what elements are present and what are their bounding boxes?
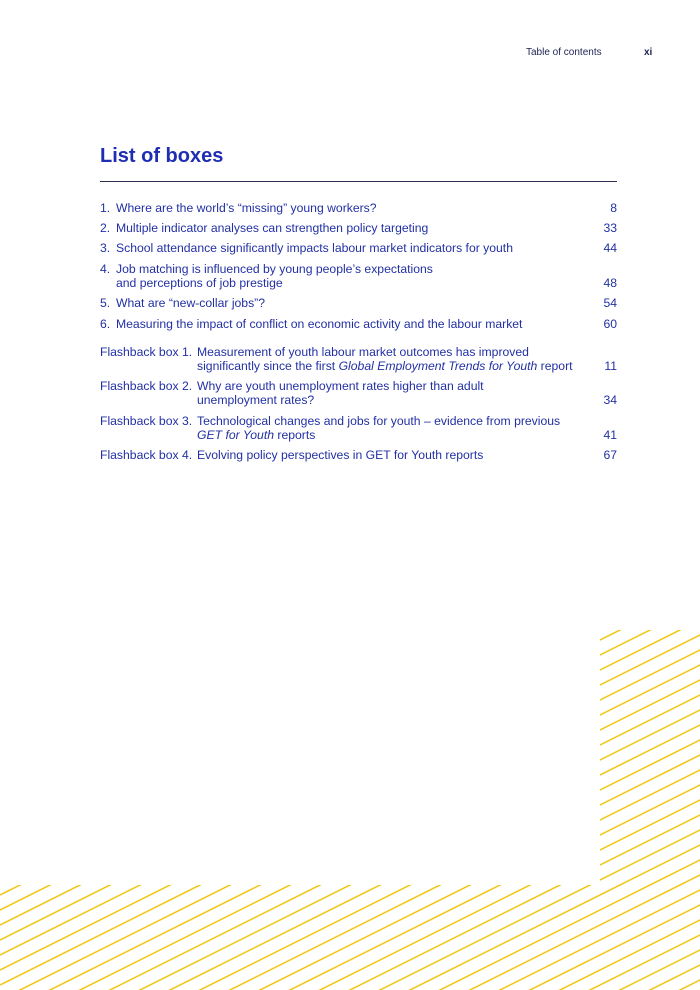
flashback-title: Evolving policy perspectives in GET for Youth reports	[197, 448, 484, 462]
flashback-title-line-1: Technological changes and jobs for youth – evidence from previous	[197, 414, 561, 428]
flashback-title-line-1: Measurement of youth labour market outcomes has improved	[197, 345, 529, 359]
stripe-line	[0, 225, 700, 925]
stripe-line	[0, 540, 700, 990]
stripe-line	[0, 600, 700, 990]
stripe-line	[0, 720, 700, 990]
box-title: Multiple indicator analyses can strengthen policy targeting	[116, 221, 429, 235]
box-title-line-1: Job matching is influenced by young people’s expectations	[116, 262, 433, 276]
stripe-line	[0, 825, 700, 990]
box-title: Measuring the impact of conflict on economic activity and the labour market	[116, 317, 523, 331]
stripe-line	[0, 615, 700, 990]
stripe-line	[0, 450, 700, 990]
stripe-line	[0, 765, 700, 990]
stripe-line	[0, 435, 700, 990]
stripe-line	[0, 555, 700, 990]
stripe-line	[0, 945, 700, 990]
stripe-line	[0, 750, 700, 990]
flashback-title-text: report	[537, 359, 573, 373]
stripe-line	[0, 270, 700, 970]
flashback-page-number: 34	[603, 393, 617, 407]
running-header-page-number: xi	[644, 47, 653, 58]
flashback-title-line-2: unemployment rates?	[197, 393, 315, 407]
box-title: Where are the world’s “missing” young workers?	[116, 201, 377, 215]
stripe-line	[0, 360, 700, 990]
flashback-title-italic: GET for Youth	[197, 428, 275, 442]
box-page-number: 8	[610, 201, 617, 215]
flashback-page-number: 67	[603, 448, 617, 462]
stripe-line	[0, 315, 700, 990]
stripe-line	[0, 855, 700, 990]
stripe-line	[0, 480, 700, 990]
stripe-line	[0, 195, 700, 895]
stripe-lines	[0, 180, 700, 990]
flashback-title-italic: Global Employment Trends for Youth	[338, 359, 538, 373]
box-number: 6.	[100, 317, 111, 331]
stripe-line	[0, 915, 700, 990]
box-page-number: 33	[603, 221, 617, 235]
running-header-section: Table of contents	[526, 47, 602, 58]
flashback-page-number: 41	[603, 428, 617, 442]
stripe-line	[0, 645, 700, 990]
box-number: 4.	[100, 262, 111, 276]
stripe-line	[0, 180, 700, 880]
stripe-line	[0, 210, 700, 910]
flashback-page-number: 11	[604, 359, 617, 373]
page-title: List of boxes	[100, 145, 224, 167]
box-title: School attendance significantly impacts labour market indicators for youth	[116, 241, 513, 255]
box-number: 1.	[100, 201, 111, 215]
box-page-number: 48	[603, 276, 617, 290]
box-title-line-2: and perceptions of job prestige	[116, 276, 283, 290]
box-number: 2.	[100, 221, 111, 235]
flashback-label: Flashback box 3.	[100, 414, 193, 428]
box-page-number: 60	[603, 317, 617, 331]
stripe-line	[0, 630, 700, 990]
box-number: 5.	[100, 296, 111, 310]
stripe-line	[0, 300, 700, 990]
flashback-title-line-1: Why are youth unemployment rates higher than adult	[197, 379, 484, 393]
flashback-label: Flashback box 2.	[100, 379, 193, 393]
box-title: What are “new-collar jobs”?	[116, 296, 266, 310]
stripe-line	[0, 345, 700, 990]
flashback-title-text: significantly since the first	[197, 359, 339, 373]
stripe-line	[0, 660, 700, 990]
stripe-line	[0, 465, 700, 990]
flashback-label: Flashback box 4.	[100, 448, 193, 462]
stripe-line	[0, 525, 700, 990]
stripe-line	[0, 285, 700, 985]
flashback-title-text: reports	[274, 428, 316, 442]
stripe-line	[0, 735, 700, 990]
box-page-number: 54	[603, 296, 617, 310]
stripe-line	[0, 420, 700, 990]
box-page-number: 44	[603, 241, 617, 255]
stripe-line	[0, 255, 700, 955]
stripe-line	[0, 240, 700, 940]
stripe-line	[0, 330, 700, 990]
box-number: 3.	[100, 241, 111, 255]
flashback-label: Flashback box 1.	[100, 345, 193, 359]
